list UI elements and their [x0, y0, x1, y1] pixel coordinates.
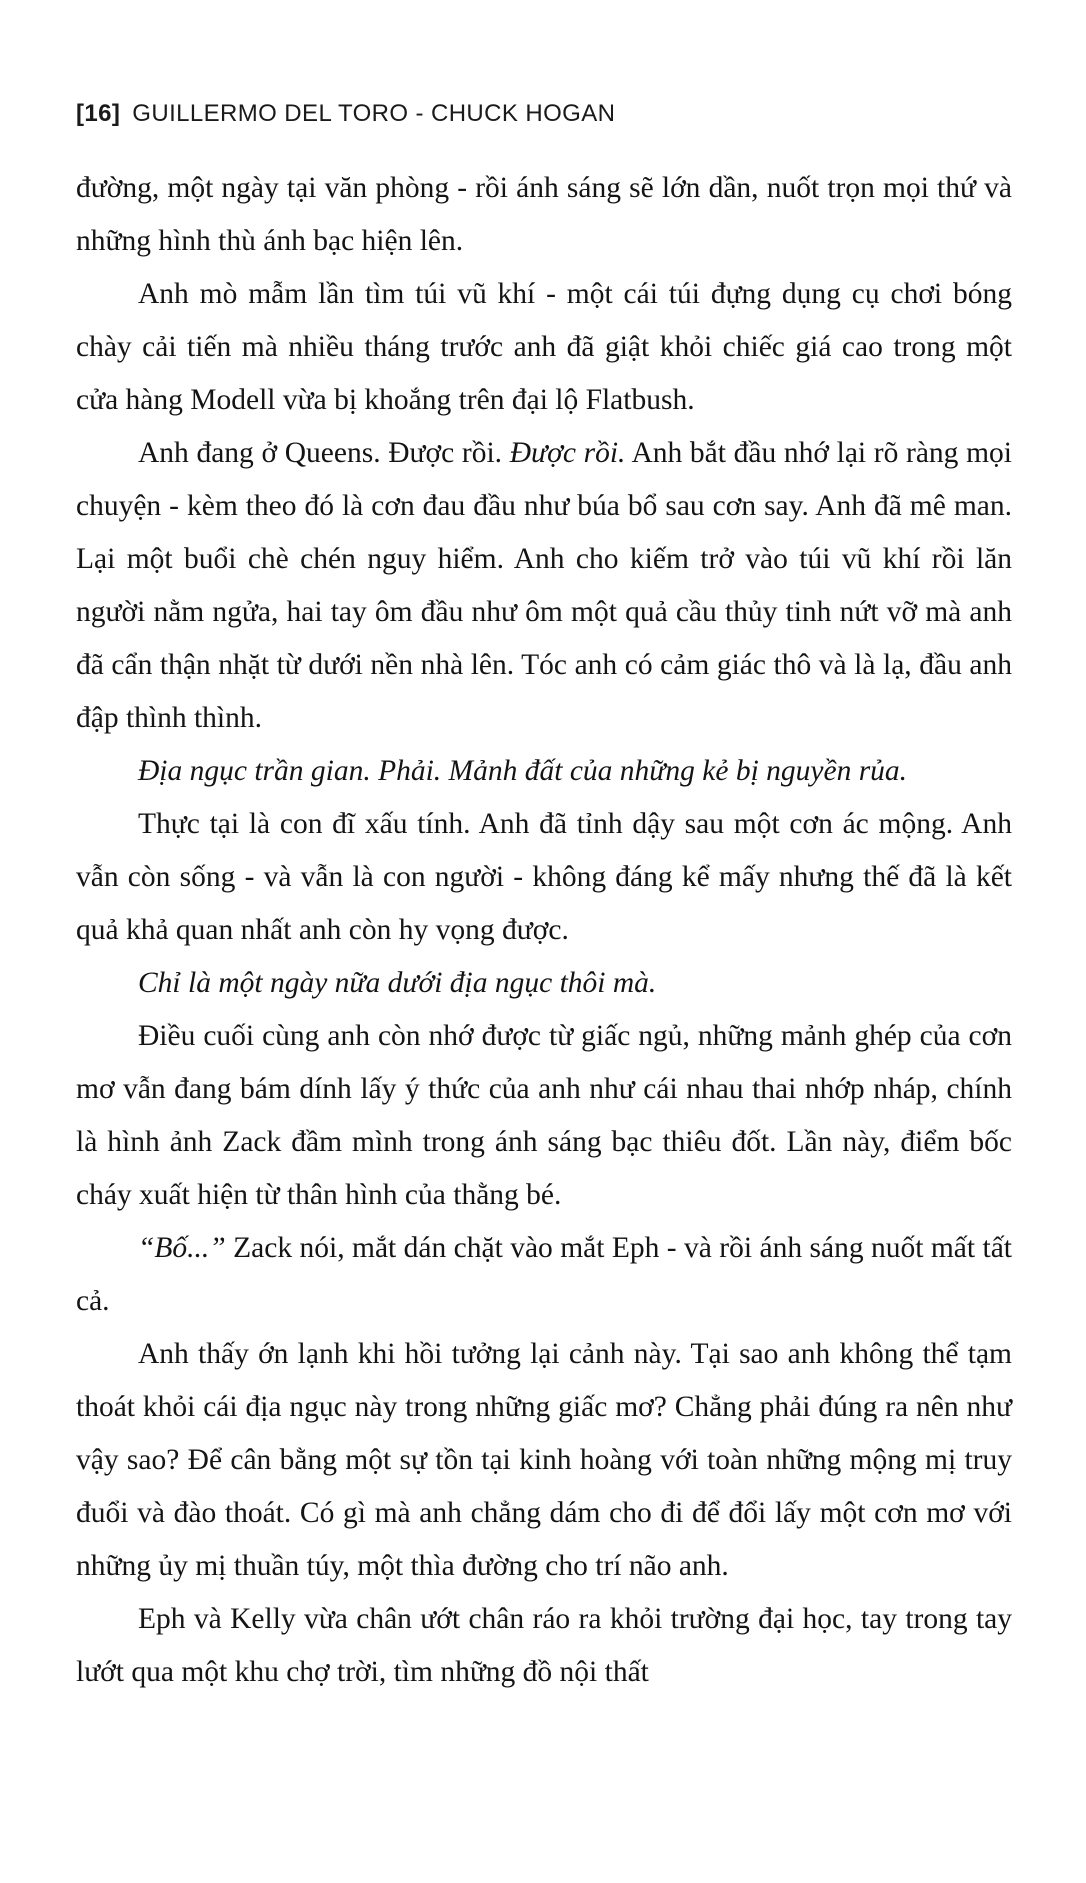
paragraph — [76, 1222, 1012, 1328]
paragraph — [76, 957, 1012, 1010]
paragraph — [76, 268, 1012, 427]
paragraph-segment-italic: Địa ngục trần gian. Phải. Mảnh đất của những kẻ bị nguyền rủa. — [138, 755, 908, 787]
paragraph-segment: Anh thấy ớn lạnh khi hồi tưởng lại cảnh này. Tại sao anh không thể tạm thoát khỏi cái địa ngục này trong những giấc mơ? Chẳng phải đúng ra nên như vậy sao? Để cân bằng một sự tồn tại kinh hoàng với toàn những mộng mị truy đuổi và đào thoát. Có gì mà anh chẳng dám cho đi để đổi lấy một cơn mơ với những ủy mị thuần túy, một thìa đường cho trí não anh. — [76, 1338, 1012, 1582]
paragraph-segment: Thực tại là con đĩ xấu tính. Anh đã tỉnh dậy sau một cơn ác mộng. Anh vẫn còn sống - và vẫn là con người - không đáng kể mấy nhưng thế đã là kết quả khả quan nhất anh còn hy vọng được. — [76, 808, 1012, 946]
paragraph-segment: Anh bắt đầu nhớ lại rõ ràng mọi chuyện - kèm theo đó là cơn đau đầu như búa bổ sau cơn say. Anh đã mê man. Lại một buổi chè chén nguy hiểm. Anh cho kiếm trở vào túi vũ khí rồi lăn người nằm ngửa, hai tay ôm đầu như ôm một quả cầu thủy tinh nứt vỡ mà anh đã cẩn thận nhặt từ dưới nền nhà lên. Tóc anh có cảm giác thô và là lạ, đầu anh đập thình thình. — [76, 437, 1012, 734]
paragraph — [76, 162, 1012, 268]
running-header — [76, 100, 1010, 128]
paragraph — [76, 1593, 1012, 1699]
paragraph-segment-italic: “Bố...” — [138, 1232, 226, 1264]
paragraph — [76, 1328, 1012, 1593]
paragraph-segment: đường, một ngày tại văn phòng - rồi ánh sáng sẽ lớn dần, nuốt trọn mọi thứ và những hình thù ánh bạc hiện lên. — [76, 172, 1012, 257]
paragraph-segment: Điều cuối cùng anh còn nhớ được từ giấc ngủ, những mảnh ghép của cơn mơ vẫn đang bám dính lấy ý thức của anh như cái nhau thai nhớp nháp, chính là hình ảnh Zack đầm mình trong ánh sáng bạc thiêu đốt. Lần này, điểm bốc cháy xuất hiện từ thân hình của thằng bé. — [76, 1020, 1012, 1211]
paragraph — [76, 745, 1012, 798]
paragraph — [76, 798, 1012, 957]
paragraph — [76, 1010, 1012, 1222]
paragraph-segment: Anh mò mẫm lần tìm túi vũ khí - một cái túi đựng dụng cụ chơi bóng chày cải tiến mà nhiều tháng trước anh đã giật khỏi chiếc giá cao trong một cửa hàng Modell vừa bị khoắng trên đại lộ Flatbush. — [76, 278, 1012, 416]
running-header-authors: GUILLERMO DEL TORO - CHUCK HOGAN — [132, 100, 616, 127]
page-body — [76, 162, 1012, 1699]
paragraph-segment-italic: Chỉ là một ngày nữa dưới địa ngục thôi mà. — [138, 967, 657, 999]
paragraph-segment: Zack nói, mắt dán chặt vào mắt Eph - và rồi ánh sáng nuốt mất tất cả. — [76, 1232, 1012, 1317]
paragraph-segment-italic: Được rồi. — [509, 437, 626, 469]
paragraph — [76, 427, 1012, 745]
paragraph-segment: Eph và Kelly vừa chân ướt chân ráo ra khỏi trường đại học, tay trong tay lướt qua một khu chợ trời, tìm những đồ nội thất — [76, 1603, 1012, 1688]
page-number: [16] — [76, 100, 121, 127]
paragraph-segment: Anh đang ở Queens. Được rồi. — [138, 437, 510, 469]
